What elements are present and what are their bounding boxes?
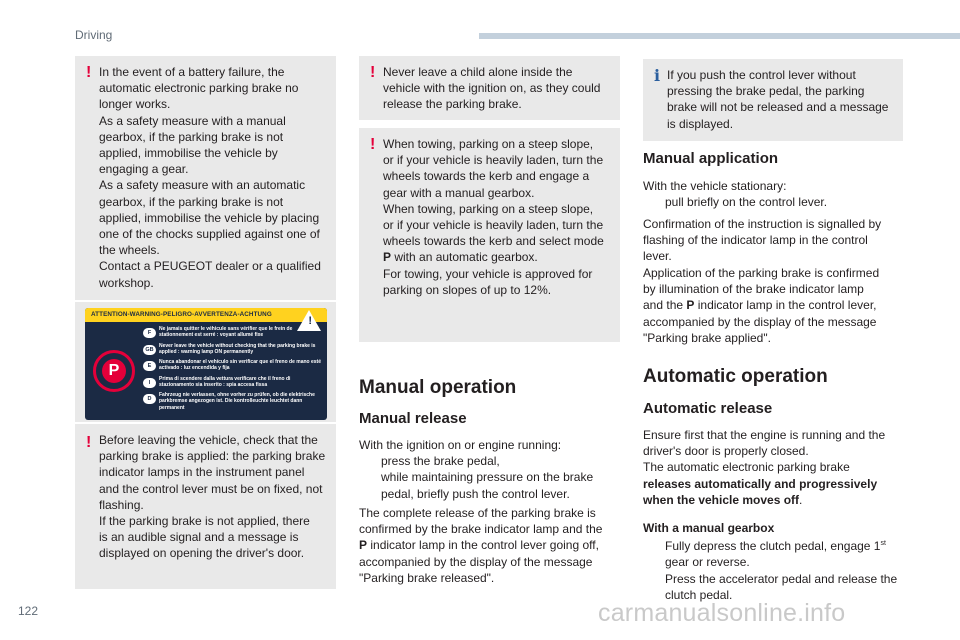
section-label: Driving: [75, 28, 113, 42]
manual-application-applied: Application of the parking brake is confirmed by illumination of the brake indicator lamp and the P indicator lamp in the control lever, accompanied by the display of the message "Parking brake applied".: [643, 266, 880, 345]
warning-exclamation-icon: !: [86, 64, 92, 81]
list-item: Fully depress the clutch pedal, engage 1st gear or reverse.: [665, 539, 886, 570]
page-number: 122: [18, 604, 39, 618]
manual-release-confirmation: The complete release of the parking brake is confirmed by the brake indicator lamp and the P indicator lamp in the control lever going off, accompanied by the display of the message "Parking brake released".: [359, 506, 603, 585]
label-row: GB Never leave the vehicle without checking that the parking brake is applied : warning lamp ON permanently: [143, 343, 323, 360]
warning-box-child: [359, 56, 620, 120]
heading-automatic-operation: Automatic operation: [643, 366, 828, 387]
warning-text: When towing, parking on a steep slope, or if your vehicle is heavily laden, turn the wheels towards the kerb and engage a gear with a manual gearbox. When towing, parking on a steep slope, or if your vehicle is heavily laden, turn the wheels towards the kerb and select mode P with an automatic gearbox. For towing, your vehicle is approved for parking on slopes of up to 12%.: [383, 137, 604, 297]
warning-exclamation-icon: !: [86, 434, 92, 451]
warning-box-battery: [75, 56, 336, 300]
label-header: ATTENTION-WARNING-PELIGRO-AVVERTENZA-ACHTUNG: [85, 308, 327, 322]
manual-release-steps: With the ignition on or engine running: press the brake pedal, while maintaining pressure on the brake pedal, briefly push the control lever.: [359, 437, 621, 502]
subheading-automatic-release: Automatic release: [643, 400, 773, 417]
list-item: press the brake pedal,: [381, 454, 500, 469]
label-row: I Prima di scendere dalla vettura verificare che il freno di stazionamento sia inserito : spia accesa fissa: [143, 376, 323, 393]
warning-exclamation-icon: !: [370, 136, 376, 153]
heading-manual-application: Manual application: [643, 150, 779, 167]
manual-application-confirmation: Confirmation of the instruction is signalled by flashing of the indicator lamp in the control lever.: [643, 217, 882, 264]
warning-exclamation-icon: !: [370, 64, 376, 81]
warning-box-towing: [359, 128, 620, 342]
manual-gearbox-steps: With a manual gearbox Fully depress the clutch pedal, engage 1st gear or reverse. Press the accelerator pedal and release the clutch pedal.: [643, 520, 905, 603]
list-item: pull briefly on the control lever.: [665, 195, 828, 210]
label-language-list: [143, 326, 323, 409]
warning-text: Before leaving the vehicle, check that the parking brake is applied: the parking brake indicator lamps in the instrument panel and the control lever must be on fixed, not flashing. If the parking brake is not applied, there is an audible signal and a message is displayed on opening the driver's door.: [99, 433, 326, 561]
label-row: D Fahrzeug nie verlassen, ohne vorher zu prüfen, ob die elektrische parkbremse angezogen ist. Die kontrolleuchte leuchtet dann permanent: [143, 392, 323, 409]
info-box-control-lever: [643, 59, 903, 141]
info-text: If you push the control lever without pressing the brake pedal, the parking brake will not be released and a message is displayed.: [667, 68, 889, 131]
label-row: F Ne jamais quitter le véhicule sans vérifier que le frein de stationnement est serré : voyant allumé fixe: [143, 326, 323, 343]
list-item: Press the accelerator pedal and release the clutch pedal.: [665, 571, 898, 602]
watermark: carmanualsonline.info: [598, 599, 846, 627]
warning-label-card: ATTENTION-WARNING-PELIGRO-AVVERTENZA-ACHTUNG ! P F Ne jamais quitter le véhicule sans vérifier que le frein de stationnement est serré : voyant allumé fixe GB Never leave the vehicle without checking that the parking brake is applied : warning lamp ON permanently E Nunca abandonar el vehículo sin verificar que el freno de mano esté activado : luz encendida y fija I Prima di scendere dalla vettura verificare che il freno di stazionamento sia inserito : spia accesa fissa D Fahrzeug nie verlassen, ohne vorher zu prüfen, ob die elektrische parkbremse angezogen ist. Die kontrolleuchte leuchtet dann permanent: [85, 308, 327, 420]
header-accent-bar: [479, 33, 960, 39]
subheading-manual-release: Manual release: [359, 410, 467, 427]
warning-text: In the event of a battery failure, the automatic electronic parking brake no longer works. As a safety measure with a manual gearbox, if the parking brake is not applied, immobilise the vehicle by engaging a gear. As a safety measure with an automatic gearbox, if the parking brake is not applied, immobilise the vehicle by placing one of the chocks supplied against one of the wheels. Contact a PEUGEOT dealer or a qualified workshop.: [99, 65, 321, 290]
info-icon: i: [654, 66, 661, 85]
manual-application-steps: With the vehicle stationary: pull briefly on the control lever.: [643, 178, 905, 210]
heading-manual-operation: Manual operation: [359, 377, 517, 398]
automatic-release-text: Ensure first that the engine is running and the driver's door is properly closed. The automatic electronic parking brake releases automatically and progressively when the vehicle moves off.: [643, 428, 886, 507]
warning-text: Never leave a child alone inside the vehicle with the ignition on, as they could release the parking brake.: [383, 65, 601, 112]
list-item: while maintaining pressure on the brake pedal, briefly push the control lever.: [381, 470, 594, 501]
warning-box-leaving-vehicle: [75, 424, 336, 589]
parking-brake-icon: P: [93, 350, 135, 392]
warning-label-image: [75, 302, 336, 422]
label-row: E Nunca abandonar el vehículo sin verificar que el freno de mano esté activado : luz encendida y fija: [143, 359, 323, 376]
